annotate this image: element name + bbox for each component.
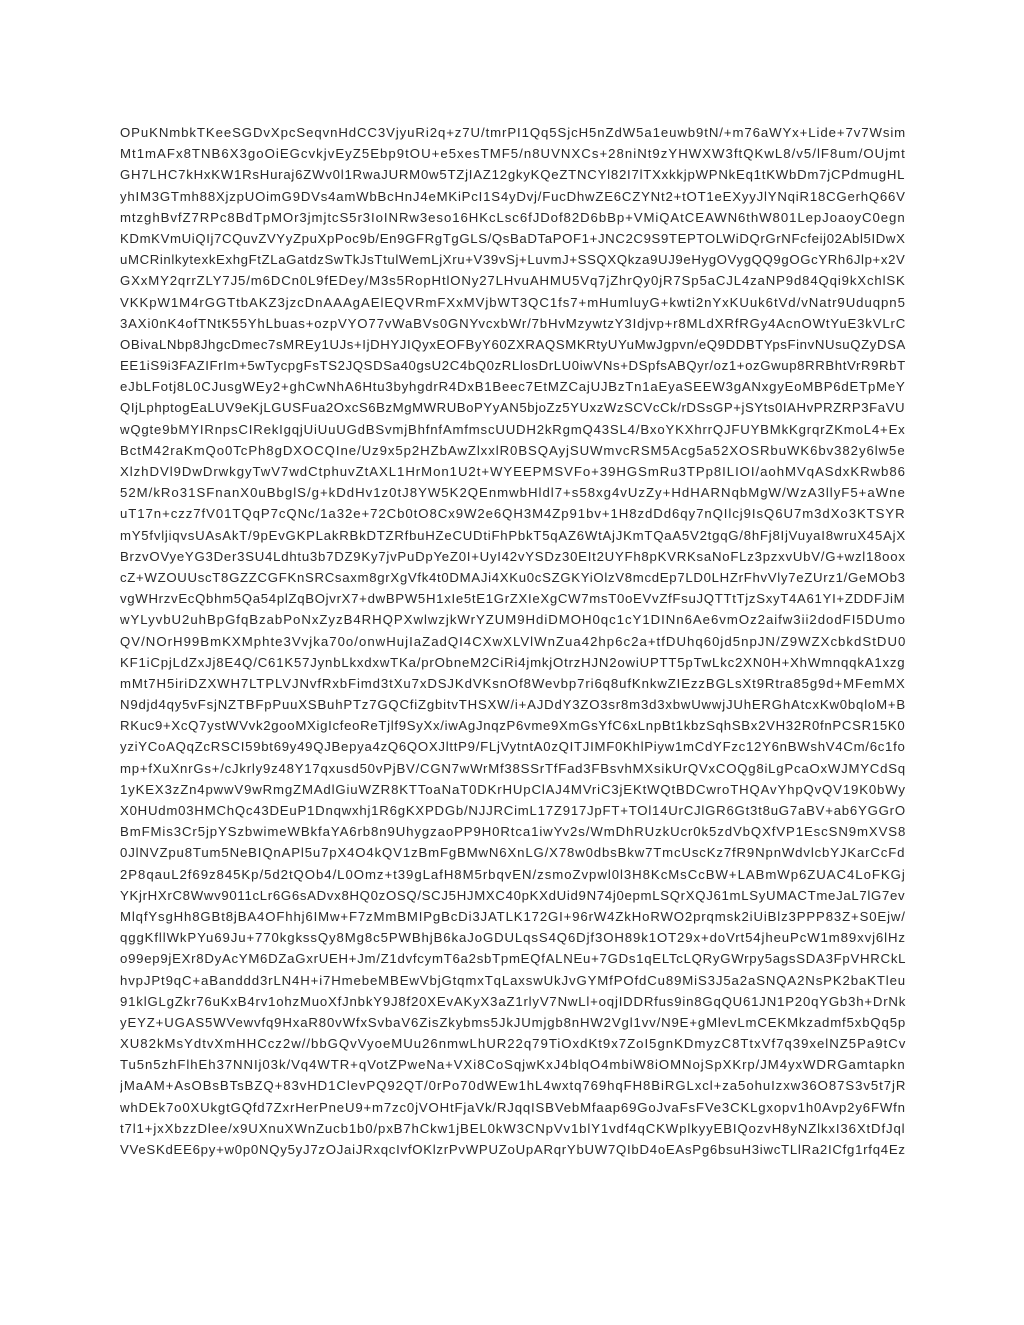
text-line: N9djd4qy5vFsjNZTBFpPuuXSBuhPTz7GQCfiZgbitvTHSXW/i+AJDdY3ZO3sr8m3d3xbwUwwjJUhERGhAtcxKw0bqloM+B <box>120 697 906 713</box>
text-line: 0JlNVZpu8Tum5NeBIQnAPl5u7pX4O4kQV1zBmFgBMwN6XnLG/X78w0dbsBkw7TmcUscKz7fR9NpnWdvlcbYJKarCcFd <box>120 845 906 861</box>
text-line: BctM42raKmQo0TcPh8gDXOCQIne/Uz9x5p2HZbAwZlxxlR0BSQAyjSUWmvcRSM5Acg5a52XOSRbuWK6bv382y6lw5e <box>120 442 906 458</box>
text-line: cZ+WZOUUscT8GZZCGFKnSRCsaxm8grXgVfk4t0DMAJi4XKu0cSZGKYiOlzV8mcdEp7LD0LHZrFhvVly7eZUrz1/GeMOb3 <box>120 569 906 585</box>
text-line: XU82kMsYdtvXmHHCcz2w//bbGQvVyoeMUu26nmwLhUR22q79TiOxdKt9x7ZoI5gnKDmyzC8TtxVf7q39xelNZ5Pa9tCv <box>120 1036 907 1052</box>
text-line: 52M/kRo31SFnanX0uBbglS/g+kDdHv1z0tJ8YW5K2QEnmwbHldl7+s58xg4vUzZy+HdHARNqbMgW/WzA3llyF5+aWne <box>120 485 906 501</box>
text-line: OBivaLNbp8JhgcDmec7sMREy1UJs+IjDHYJIQyxEOFByY60ZXRAQSMKRtyUYuMwJgpvn/eQ9DDBTYpsFinvNUsuQZyDSA <box>120 336 906 352</box>
text-line: 91klGLgZkr76uKxB4rv1ohzMuoXfJnbkY9J8f20XEvAKyX3aZ1rlyV7NwLl+oqjIDDRfus9in8GqQU61JN1P20qYGb3h+DrNk <box>120 993 907 1009</box>
text-line: mMt7H5iriDZXWH7LTPLVJNvfRxbFimd3tXu7xDSJKdVKsnOf8Wevbp7ri6q8ufKnkwZIEzzBGLsXt9Rtra85g9d+MFemMX <box>120 675 906 691</box>
text-line: yEYZ+UGAS5WVewvfq9HxaR80vWfxSvbaV6ZisZkybms5JkJUmjgb8nHW2Vgl1vv/N9E+gMlevLmCEKMkzadmf5xbQq5p <box>120 1014 907 1030</box>
text-line: EE1iS9i3FAZIFrIm+5wTycpgFsTS2JQSDSa40gsU2C4bQ0zRLlosDrLU0iwVNs+DSpfsABQyr/oz1+ozGwup8RRBhtVrR9RbT <box>120 358 906 374</box>
text-line: Mt1mAFx8TNB6X3goOiEGcvkjvEyZ5Ebp9tOU+e5xesTMF5/n8UVNXCs+28niNt9zYHWXW3ftQKwL8/v5/lF8um/OUjmt <box>120 146 906 162</box>
text-line: MlqfYsgHh8GBt8jBA4OFhhj6IMw+F7zMmBMIPgBcDi3JATLK172GI+96rW4ZkHoRWO2prqmsk2iUiBlz3PPP83Z+S0Ejw/ <box>120 908 906 924</box>
text-line: uMCRinlkytexkExhgFtZLaGatdzSwTkJsTtulWemLjXru+V39vSj+LuvmJ+SSQXQkza9UJ9eHygOVygQQ9gOGcYRh6Jlp+x2V <box>120 252 906 268</box>
text-line: KDmKVmUiQIj7CQuvZVYyZpuXpPoc9b/En9GFRgTgGLS/QsBaDTaPOF1+JNC2C9S9TEPTOLWiDQrGrNFcfeij02Abl5IDwX <box>120 230 906 246</box>
text-line: o99ep9jEXr8DyAcYM6DZaGxrUEH+Jm/Z1dvfcymT6a2sbTpmEQfALNEu+7GDs1qELTcLQRyGWrpy5agsSDA3FpVHRCkL <box>120 951 907 967</box>
text-line: RKuc9+XcQ7ystWVvk2gooMXigIcfeoReTjlf9SyXx/iwAgJnqzP6vme9XmGsYfC6xLnpBt1kbzSqhSBx2VH32R0fnPCSR15K0 <box>120 718 906 734</box>
text-line: jMaAM+AsOBsBTsBZQ+83vHD1ClevPQ92QT/0rPo70dWEw1hL4wxtq769hqFH8BiRGLxcl+za5ohuIzxw36O87S3v5t7jR <box>120 1078 907 1094</box>
text-line: 3AXi0nK4ofTNtK55YhLbuas+ozpVYO77vWaBVs0GNYvcxbWr/7bHvMzywtzY3Idjvp+r8MLdXRfRGy4AcnOWtYuE3kVLrC <box>120 315 907 331</box>
text-line: yhIM3GTmh88XjzpUOimG9DVs4amWbBcHnJ4eMKiPcI1S4yDvj/FucDhwZE6CZYNt2+tOT1eEXyyJlYNqiR18CGerhQ66V <box>120 188 906 204</box>
text-line: BmFMis3Cr5jpYSzbwimeWBkfaYA6rb8n9UhygzaoPP9H0Rtca1iwYv2s/WmDhRUzkUcr0k5zdVbQXfVP1EscSN9mXVS8 <box>120 824 907 840</box>
encoded-text-block <box>120 122 920 1160</box>
text-line: OPuKNmbkTKeeSGDvXpcSeqvnHdCC3VjyuRi2q+z7U/tmrPI1Qq5SjcH5nZdW5a1euwb9tN/+m76aWYx+Lide+7v7Wsim <box>120 125 907 140</box>
text-line: YKjrHXrC8Wwv9011cLr6G6sADvx8HQ0zOSQ/SCJ5HJMXC40pKXdUid9N74j0epmLSQrXQJ61mLSyUMACTmeJaL7lG7ev <box>120 887 906 903</box>
text-line: vgWHrzvEcQbhm5Qa54plZqBOjvrX7+dwBPW5H1xIe5tE1GrZXIeXgCW7msT0oEVvZfFsuJQTTtTjzSxyT4A61YI+ZDDFJiM <box>120 591 906 607</box>
text-line: yziYCoAQqZcRSCI59bt69y49QJBepya4zQ6QOXJlttP9/FLjVytntA0zQITJIMF0KhlPiyw1mCdYFzc12Y6nBWshV4Cm/6c1fo <box>120 739 906 755</box>
text-line: 1yKEX3zZn4pwwV9wRmgZMAdlGiuWZR8KTToaNaT0DKrHUpClAJ4MVriC3jEKtWQtBDCwroTHQAvYhpQvQV19K0bWy <box>120 781 906 797</box>
text-line: whDEk7o0XUkgtGQfd7ZxrHerPneU9+m7zc0jVOHtFjaVk/RJqqISBVebMfaap69GoJvaFsFVe3CKLgxopv1h0Avp2y6FWfn <box>120 1099 906 1115</box>
text-line: mY5fvljiqvsUAsAkT/9pEvGKPLakRBkDTZRfbuHZeCUDtiFhPbkT5qAZ6WtAjJKmTQaA5V2tgqG/8hFj8IjVuyaI8wruX45AjX <box>120 527 906 543</box>
text-line: VVeSKdEE6py+w0p0NQy5yJ7zOJaiJRxqcIvfOKlzrPvWPUZoUpARqrYbUW7QIbD4oEAsPg6bsuH3iwcTLlRa2ICfg1rfq4Ez <box>120 1142 906 1157</box>
text-line: uT17n+czz7fV01TQqP7cQNc/1a32e+72Cb0tO8Cx9W2e6QH3M4Zp91bv+1H8zdDd6qy7nQIlcj9IsQ6U7m3dXo3KTSYR <box>120 506 906 522</box>
text-line: mp+fXuXnrGs+/cJkrly9z48Y17qxusd50vPjBV/CGN7wWrMf38SSrTfFad3FBsvhMXsikUrQVxCOQg8iLgPcaOxWJMYCdSq <box>120 760 906 776</box>
text-line: VKKpW1M4rGGTtbAKZ3jzcDnAAAgAElEQVRmFXxMVjbWT3QC1fs7+mHumluyG+kwti2nYxKUuk6tVd/vNatr9Uduqpn5 <box>120 294 906 310</box>
text-line: hvpJPt9qC+aBanddd3rLN4H+i7HmebeMBEwVbjGtqmxTqLaxswUkJvGYMfPOfdCu89MiS3J5a2aSNQA2NsPK2baKTleu <box>120 972 907 988</box>
text-line: XlzhDVl9DwDrwkgyTwV7wdCtphuvZtAXL1HrMon1U2t+WYEEPMSVFo+39HGSmRu3TPp8ILIOI/aohMVqASdxKRwb86 <box>120 464 906 479</box>
text-line: BrzvOVyeYG3Der3SU4Ldhtu3b7DZ9Ky7jvPuDpYeZ0I+UyI42vYSDz30EIt2UYFh8pKVRKsaNoFLz3pzxvUbV/G+wzl18oox <box>120 548 906 564</box>
text-line: wYLyvbU2uhBpGfqBzabPoNxZyzB4RHQPXwlwzjkWrYZUM9HdiDMOH0qc1cY1DINn6Ae6vmOz2aifw3ii2dodFI5DUmo <box>120 612 906 628</box>
text-line: KF1iCpjLdZxJj8E4Q/C61K57JynbLkxdxwTKa/prObneM2CiRi4jmkjOtrzHJN2owiUPTT5pTwLkc2XN0H+XhWmnqqkA1xzg <box>120 654 906 670</box>
text-line: X0HUdm03HMChQc43DEuP1Dnqwxhj1R6gKXPDGb/NJJRCimL17Z917JpFT+TOl14UrCJlGR6Gt3t8uG7aBV+ab6YGGrO <box>120 803 906 818</box>
text-line: GH7LHC7kHxKW1RsHuraj6ZWv0l1RwaJURM0w5TZjIAZ12gkyKQeZTNCYl82I7lTXxkkjpWPNkEq1tKWbDm7jCPdmugHL <box>120 167 906 183</box>
text-line: wQgte9bMYIRnpsCIRekIgqjUiUuUGdBSvmjBhfnfAmfmscUUDH2kRgmQ43SL4/BxoYKXhrrQJFUYBMkKgrqrZKmoL4+Ex <box>120 421 906 437</box>
text-line: t7l1+jxXbzzDlee/x9UXnuXWnZucb1b0/pxB7hCkw1jBEL0kW3CNpVv1blY1vdf4qCKWplkyyEBIQozvH8yNZlkxI36XtDfJql <box>120 1120 906 1136</box>
text-line: GXxMY2qrrZLY7J5/m6DCn0L9fEDey/M3s5RopHtlONy27LHvuAHMU5Vq7jZhrQy0jR7Sp5aCJL4zaNP9d84Qqi9kXchlSK <box>120 273 906 289</box>
text-line: eJbLFotj8L0CJusgWEy2+ghCwNhA6Htu3byhgdrR4DxB1Beec7EtMZCajUJBzTn1aEyaSEEW3gANxgyEoMBP6dETpMeY <box>120 379 906 395</box>
text-line: qggKfllWkPYu69Ju+770kgkssQy8Mg8c5PWBhjB6kaJoGDULqsS4Q6Djf3OH89k1OT29x+doVrt54jheuPcW1m89xvj6lHz <box>120 930 906 946</box>
text-line: mtzghBvfZ7RPc8BdTpMOr3jmjtcS5r3IoINRw3eso16HKcLsc6fJDof82D6bBp+VMiQAtCEAWN6thW801LepJoaoyC0egn <box>120 209 906 225</box>
text-line: QV/NOrH99BmKXMphte3Vvjka70o/onwHujIaZadQI4CXwXLVlWnZua42hp6c2a+tfDUhq60jd5npJN/Z9WZXcbkdStDU0 <box>120 633 907 649</box>
text-line: Tu5n5zhFlhEh37NNIj03k/Vq4WTR+qVotZPweNa+VXi8CoSqjwKxJ4blqO4mbiW8iOMNojSpXKrp/JM4yxWDRGamtapkn <box>120 1057 906 1073</box>
text-line: QIjLphptogEaLUV9eKjLGUSFua2OxcS6BzMgMWRUBoPYyAN5bjoZz5YUxzWzSCVcCk/rDSsGP+jSYts0IAHvPRZRP3FaVU <box>120 400 906 416</box>
text-line: 2P8qauL2f69z845Kp/5d2tQOb4/L0Omz+t39gLafH8M5rbqvEN/zsmoZvpwl0l3H8KcMsCcBW+LABmWp6ZUAC4LoFKGj <box>120 866 906 882</box>
